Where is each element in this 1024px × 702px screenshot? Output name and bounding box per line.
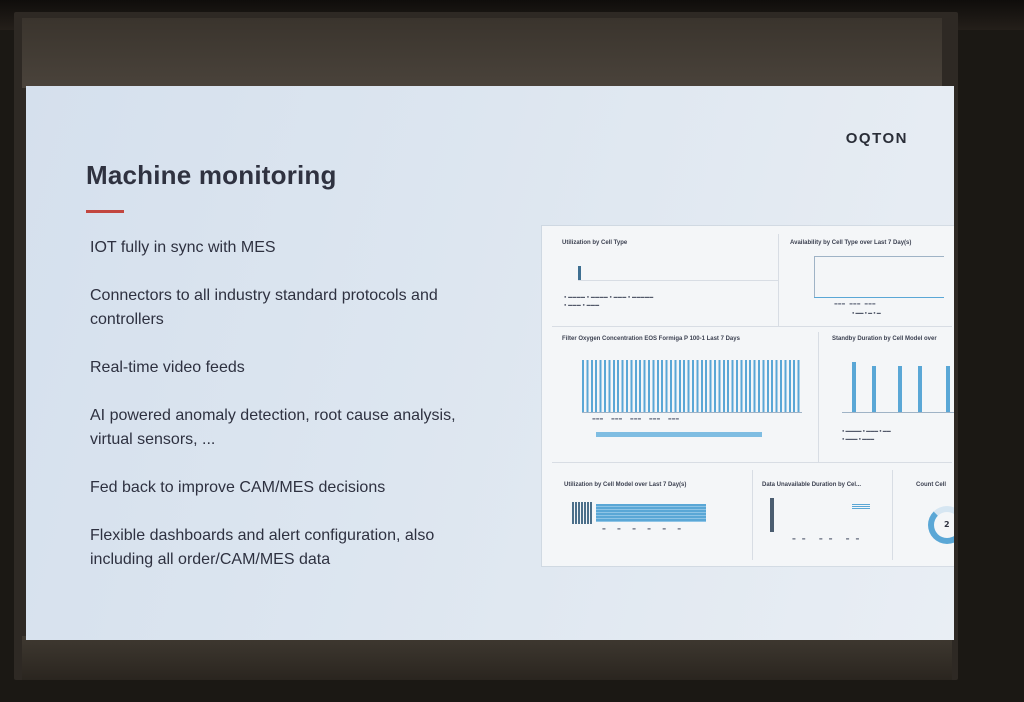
axis-line xyxy=(842,412,954,413)
legend-placeholder: ● ▬▬▬▬ ● ▬▬▬▬ ● ▬▬▬ ● ▬▬▬▬▬ xyxy=(564,294,654,299)
bullet-item: Real-time video feeds xyxy=(90,359,245,376)
chart-bar xyxy=(898,366,902,412)
panel-divider xyxy=(752,470,753,560)
title-accent-line xyxy=(86,210,124,213)
tick-placeholder: ▬▬▬ ▬▬▬ ▬▬▬ xyxy=(834,301,876,306)
panel-divider xyxy=(778,234,779,326)
bullet-item: Fed back to improve CAM/MES decisions xyxy=(90,479,386,496)
dashboard-screenshot xyxy=(542,226,954,566)
panel-title: Utilization by Cell Model over Last 7 Day(s) xyxy=(564,482,687,488)
tick-placeholder: ▬▬ ▬▬ ▬▬ xyxy=(792,536,866,541)
panel-title: Standby Duration by Cell Model over xyxy=(832,336,937,342)
projector-screen-bottom-border xyxy=(22,636,952,680)
panel-title: Filter Oxygen Concentration EOS Formiga P 100-1 Last 7 Days xyxy=(562,336,740,342)
chart-bar-group xyxy=(572,502,592,524)
chart-bar xyxy=(596,504,706,522)
bullet-list xyxy=(90,236,510,596)
chart-bar xyxy=(578,266,581,280)
legend-placeholder: ● ▬▬▬ ● ▬▬▬ xyxy=(842,436,875,441)
chart-bar xyxy=(872,366,876,412)
oscillation-chart xyxy=(582,360,802,412)
panel-title: Count Cell xyxy=(916,482,946,488)
tick-placeholder: ▬▬▬ ▬▬▬ ▬▬▬ ▬▬▬ ▬▬▬ xyxy=(592,416,680,421)
axis-line xyxy=(582,412,802,413)
legend-placeholder: ● ▬▬ ● ▬ ● ▬ xyxy=(852,310,881,315)
bullet-item: Connectors to all industry standard protocols and controllers xyxy=(90,287,438,328)
bullet-item: AI powered anomaly detection, root cause analysis, virtual sensors, ... xyxy=(90,407,456,448)
legend-placeholder: ● ▬▬▬ ● ▬▬▬ xyxy=(564,302,600,307)
chart-bar xyxy=(770,498,774,532)
presentation-slide xyxy=(26,86,954,640)
chart-bar xyxy=(852,504,870,510)
donut-chart xyxy=(928,506,954,544)
donut-value: 2 xyxy=(944,520,950,529)
panel-title: Availability by Cell Type over Last 7 Day(s) xyxy=(790,240,912,246)
panel-title: Utilization by Cell Type xyxy=(562,240,628,246)
series-line xyxy=(814,297,944,298)
row-divider xyxy=(552,326,952,327)
axis-line xyxy=(578,280,778,281)
panel-divider xyxy=(818,332,819,462)
range-slider xyxy=(596,432,762,437)
panel-title: Data Unavailable Duration by Cel... xyxy=(762,482,862,488)
chart-bar xyxy=(946,366,950,412)
tick-placeholder: ▬ ▬ ▬ ▬ ▬ ▬ xyxy=(602,526,687,531)
projector-screen-top-border xyxy=(22,18,942,88)
axis-line xyxy=(814,256,815,298)
bullet-item: Flexible dashboards and alert configuration, also including all order/CAM/MES data xyxy=(90,527,435,568)
company-logo: OQTON xyxy=(845,130,908,147)
legend-placeholder: ● ▬▬▬▬ ● ▬▬▬ ● ▬▬ xyxy=(842,428,891,433)
slide-title: Machine monitoring xyxy=(86,160,337,190)
panel-divider xyxy=(892,470,893,560)
row-divider xyxy=(552,462,952,463)
chart-bar xyxy=(918,366,922,412)
bullet-item: IOT fully in sync with MES xyxy=(90,239,276,256)
axis-line xyxy=(814,256,944,257)
chart-bar xyxy=(852,362,856,412)
